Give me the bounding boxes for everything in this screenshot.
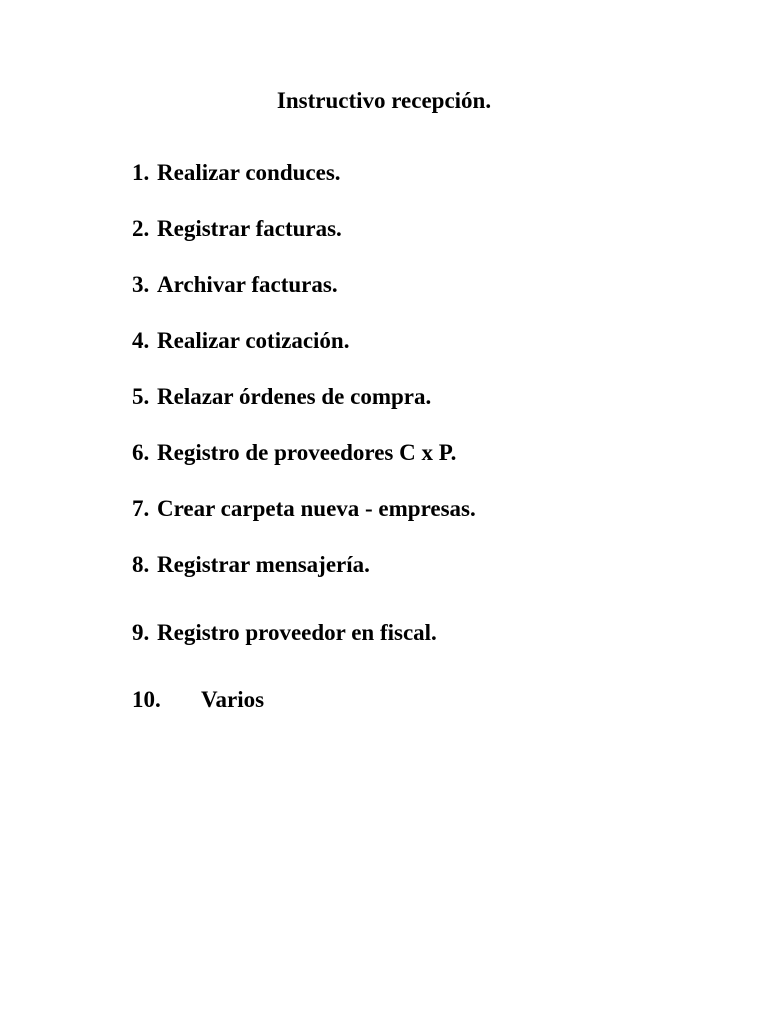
list-item-text: Crear carpeta nueva - empresas. (157, 496, 476, 521)
list-item (132, 214, 342, 244)
list-item (132, 550, 370, 580)
list-item-number: 7. (132, 496, 150, 521)
list-item (132, 158, 341, 188)
list-item-text: Registro de proveedores C x P. (157, 440, 457, 465)
list-item (132, 270, 338, 300)
list-item-text: Registrar mensajería. (157, 552, 370, 577)
list-item-number: 6. (132, 440, 150, 465)
list-item (132, 685, 264, 715)
list-item-text: Registrar facturas. (157, 216, 342, 241)
list-item-text: Registro proveedor en fiscal. (157, 620, 437, 645)
list-item-number: 3. (132, 272, 150, 297)
list-item-text: Realizar cotización. (157, 328, 350, 353)
list-item-number: 9. (132, 620, 150, 645)
list-item (132, 494, 476, 524)
list-item (132, 618, 437, 648)
list-item-number: 2. (132, 216, 150, 241)
list-item-text: Archivar facturas. (157, 272, 338, 297)
list-item-number: 1. (132, 160, 150, 185)
list-item-number: 10. (132, 687, 161, 712)
list-item-number: 8. (132, 552, 150, 577)
list-item-number: 5. (132, 384, 150, 409)
list-item (132, 326, 349, 356)
list-item-text: Relazar órdenes de compra. (157, 384, 432, 409)
list-item (132, 382, 431, 412)
list-item-text: Realizar conduces. (157, 160, 341, 185)
list-item-text: Varios (201, 687, 265, 712)
list-item-number: 4. (132, 328, 150, 353)
list-item (132, 438, 456, 468)
document-title: Instructivo recepción. (276, 88, 492, 113)
